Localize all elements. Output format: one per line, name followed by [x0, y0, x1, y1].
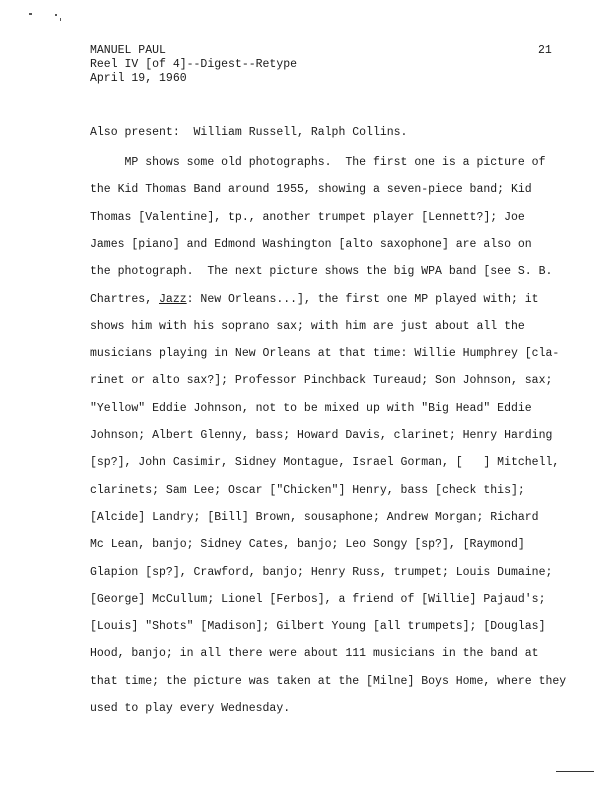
body-text-segment: Johnson; Albert Glenny, bass; Howard Davis, clarinet; Henry Harding [90, 429, 553, 442]
body-line [90, 374, 552, 387]
body-text-segment: "Yellow" Eddie Johnson, not to be mixed up with "Big Head" Eddie [90, 401, 532, 415]
body-line [90, 675, 566, 688]
scan-speck [29, 13, 32, 15]
body-text-segment: [Alcide] Landry; [Bill] Brown, sousaphone; Andrew Morgan; Richard [90, 510, 539, 524]
body-line [90, 293, 539, 306]
body-text-segment: James [piano] and Edmond Washington [alto saxophone] are also on [90, 237, 532, 251]
page-number: 21 [538, 44, 552, 57]
body-text-segment: [Louis] "Shots" [Madison]; Gilbert Young [all trumpets]; [Douglas] [90, 620, 546, 634]
scan-speck [55, 14, 57, 16]
body-text-segment: : New Orleans...], the first one MP played with; it [186, 292, 539, 306]
body-text-segment: Thomas [Valentine], tp., another trumpet player [Lennett?]; Joe [90, 210, 525, 224]
body-line [90, 538, 525, 551]
body-line [90, 402, 532, 415]
body-text-segment: clarinets; Sam Lee; Oscar ["Chicken"] Henry, bass [check this]; [90, 483, 525, 497]
reel-info: Reel IV [of 4]--Digest--Retype [90, 58, 298, 71]
body-text-segment: Hood, banjo; in all there were about 111 musicians in the band at [90, 647, 539, 661]
interviewee-name: MANUEL PAUL [90, 44, 166, 57]
body-text-segment: musicians playing in New Orleans at that time: Willie Humphrey [cla- [90, 347, 560, 361]
body-line [90, 511, 539, 524]
body-line [90, 620, 545, 633]
body-line [90, 593, 545, 606]
document-header [90, 44, 297, 86]
body-line [90, 456, 559, 469]
also-present-line: Also present: William Russell, Ralph Collins. [90, 126, 408, 139]
body-text-segment: Mc Lean, banjo; Sidney Cates, banjo; Leo Songy [sp?], [Raymond] [90, 538, 525, 552]
body-text-segment: the Kid Thomas Band around 1955, showing a seven-piece band; Kid [90, 183, 532, 197]
body-line [90, 429, 552, 442]
body-line [90, 484, 525, 497]
body-line [90, 566, 552, 579]
body-line [90, 156, 545, 169]
body-line [90, 211, 525, 224]
body-line [90, 183, 532, 196]
body-text-segment: [George] McCullum; Lionel [Ferbos], a friend of [Willie] Pajaud's; [90, 592, 546, 606]
body-text-segment: [sp?], John Casimir, Sidney Montague, Israel Gorman, [ ] Mitchell, [90, 456, 560, 470]
footer-rule [556, 771, 594, 772]
interview-date: April 19, 1960 [90, 72, 187, 85]
body-text-segment: MP shows some old photographs. The first one is a picture of [90, 156, 546, 169]
body-text-segment: Glapion [sp?], Crawford, banjo; Henry Russ, trumpet; Louis Dumaine; [90, 565, 553, 579]
body-text-segment: that time; the picture was taken at the [Milne] Boys Home, where they [90, 674, 567, 688]
body-text-segment: used to play every Wednesday. [90, 702, 291, 715]
body-text-segment: the photograph. The next picture shows the big WPA band [see S. B. [90, 265, 553, 279]
body-text-segment: shows him with his soprano sax; with him are just about all the [90, 319, 525, 333]
scan-speck [60, 18, 61, 21]
body-line [90, 265, 552, 278]
body-line [90, 320, 525, 333]
body-text-segment: rinet or alto sax?]; Professor Pinchback Tureaud; Son Johnson, sax; [90, 374, 553, 388]
body-text-segment: Chartres, [90, 292, 160, 306]
body-text-segment: Jazz [159, 292, 187, 306]
body-line [90, 347, 559, 360]
body-line [90, 647, 539, 660]
body-line [90, 238, 532, 251]
body-line [90, 702, 290, 715]
